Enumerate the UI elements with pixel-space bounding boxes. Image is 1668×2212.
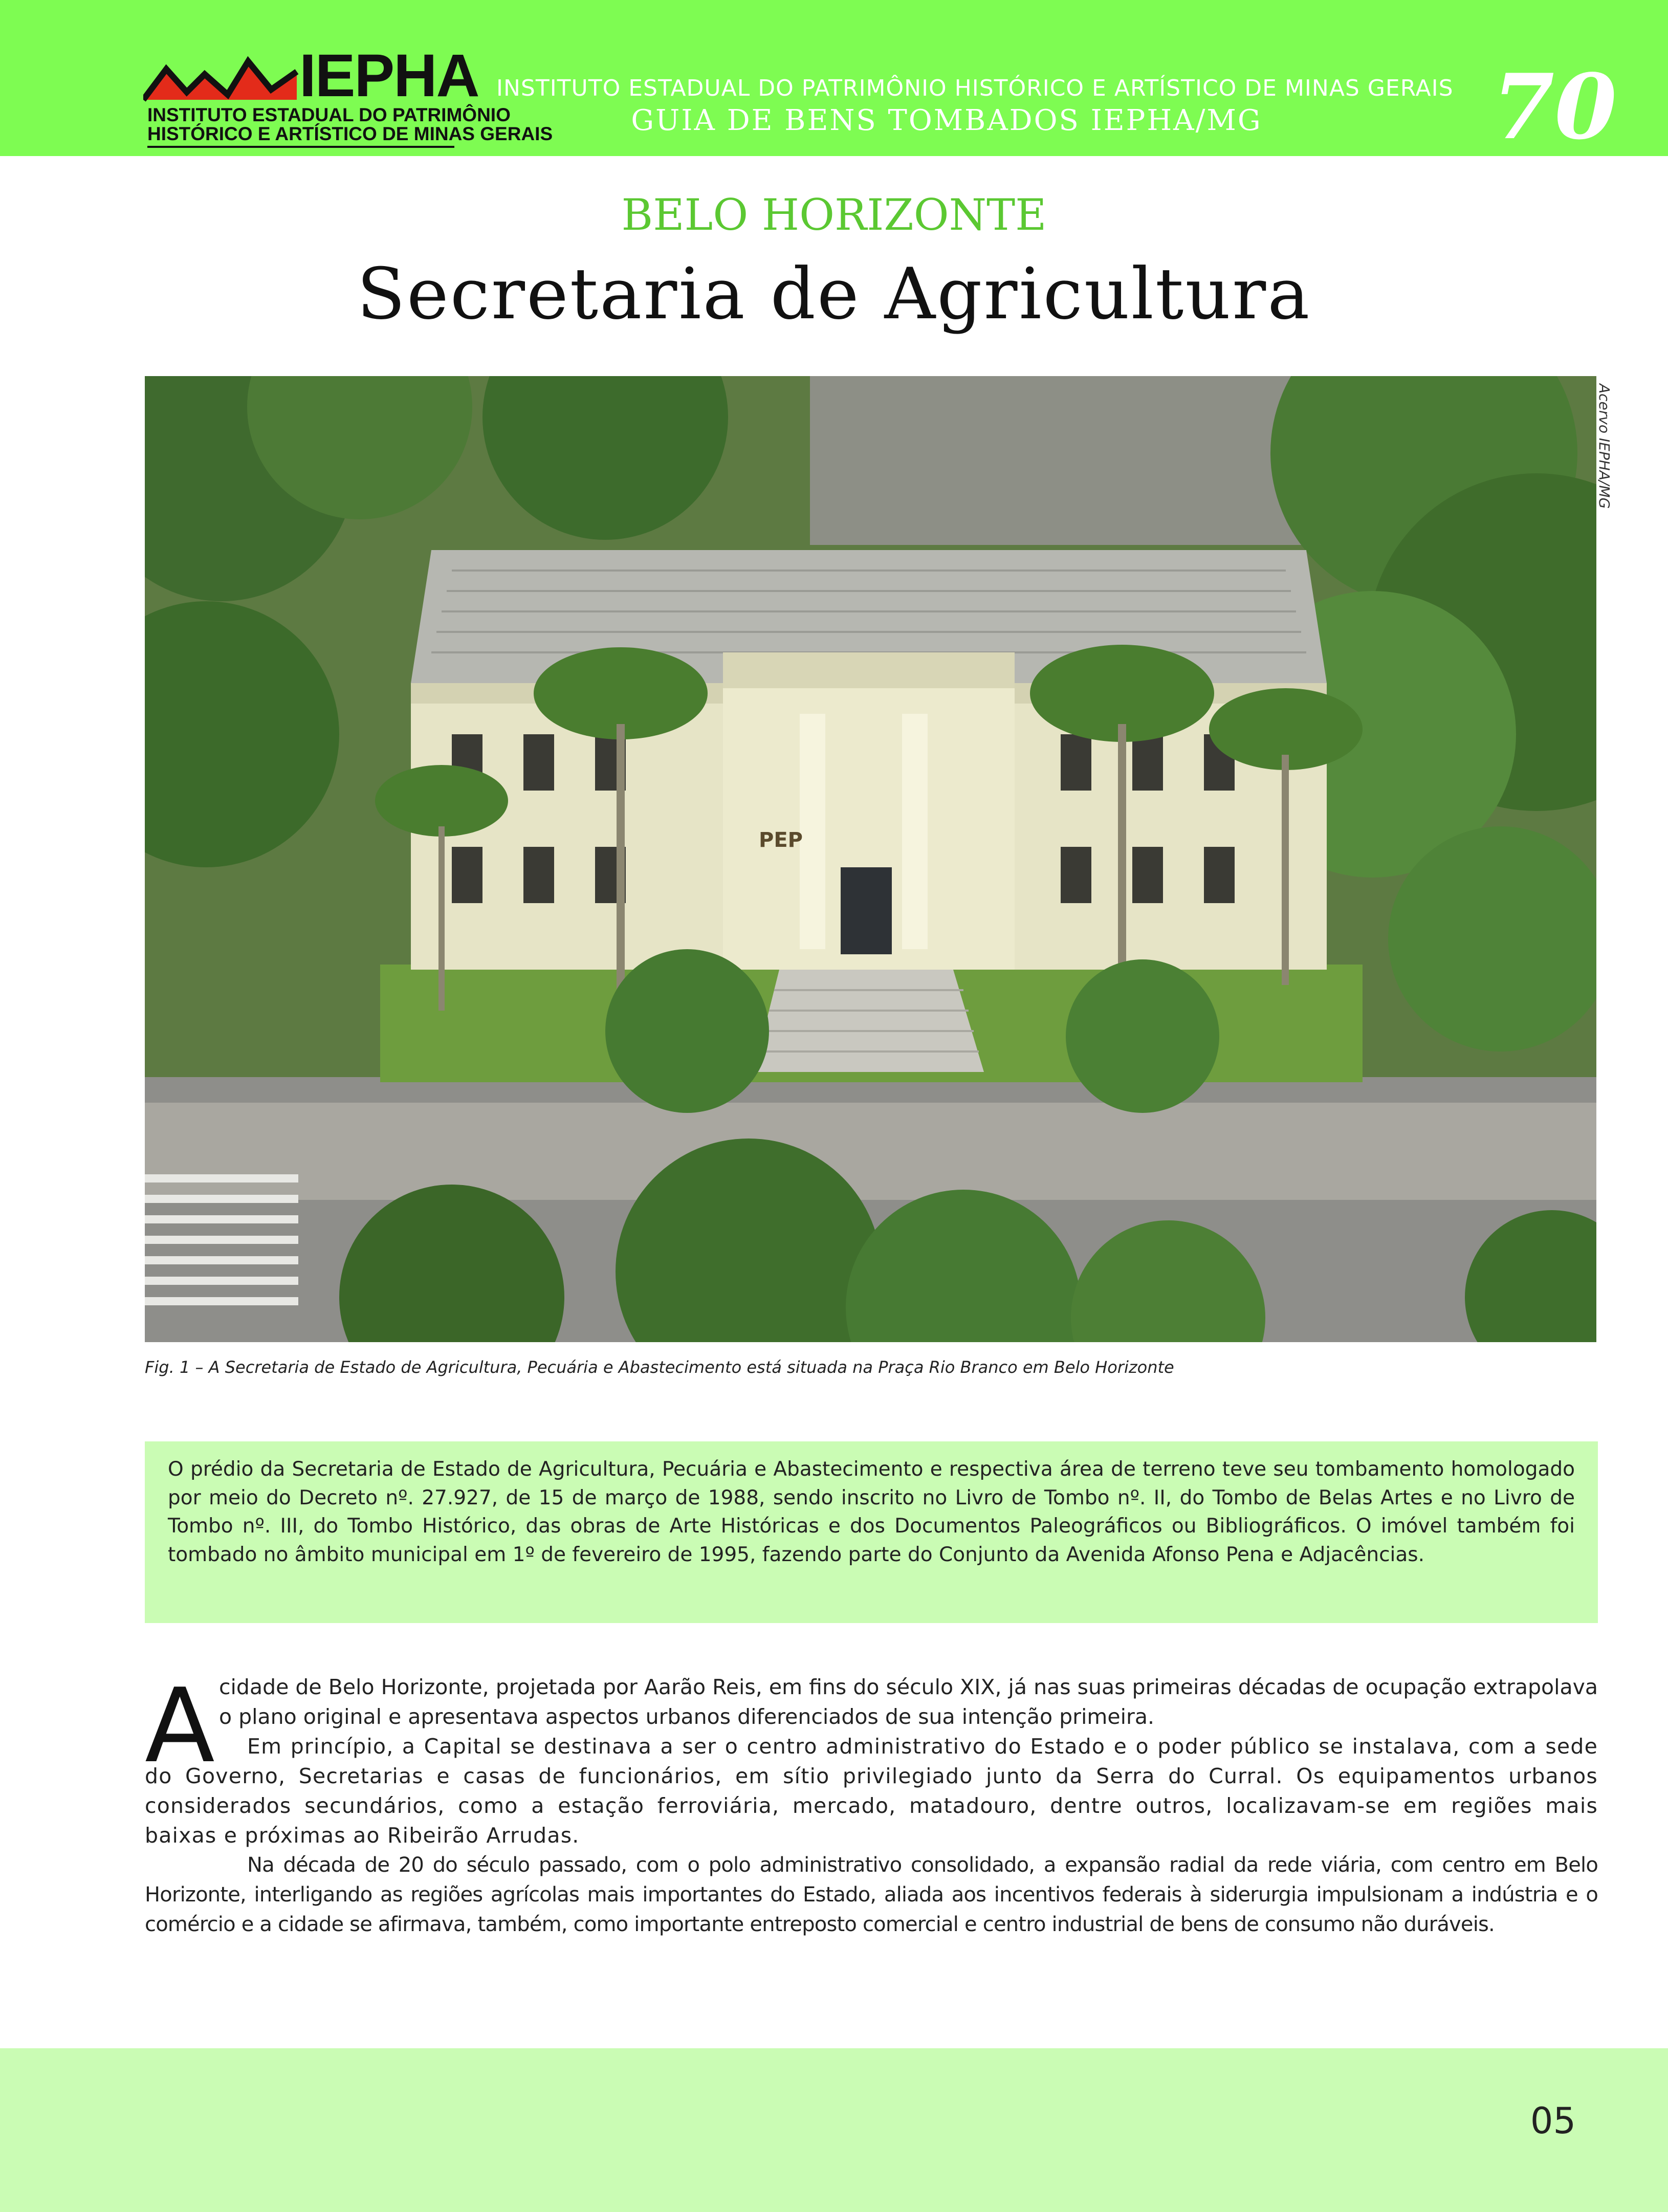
logo-underline	[147, 146, 454, 148]
paragraph-1: cidade de Belo Horizonte, projetada por Aarão Reis, em fins do século XIX, já nas suas primeiras décadas de ocupação extrapolava o plano original e apresentava aspectos urbanos diferenciados de sua intenção primeira.	[219, 1675, 1598, 1729]
logo-wordmark: IEPHA	[299, 42, 479, 109]
institute-name: INSTITUTO ESTADUAL DO PATRIMÔNIO HISTÓRICO E ARTÍSTICO DE MINAS GERAIS	[496, 75, 1454, 101]
listing-summary-box	[145, 1441, 1598, 1623]
article-body	[145, 1667, 1598, 1939]
listing-summary-text: O prédio da Secretaria de Estado de Agricultura, Pecuária e Abastecimento e respectiva área de terreno teve seu tombamento homologado por meio do Decreto nº. 27.927, de 15 de março de 1988, sendo inscrito no Livro de Tombo nº. II, do Tombo de Belas Artes e no Livro de Tombo nº. III, do Tombo Histórico, das obras de Arte Históricas e dos Documentos Paleográficos ou Bibliográficos. O imóvel também foi tombado no âmbito municipal em 1º de fevereiro de 1995, fazendo parte do Conjunto da Avenida Afonso Pena e Adjacências.	[168, 1458, 1575, 1566]
mountain-logo-icon	[143, 49, 302, 105]
iepha-logo	[143, 42, 553, 146]
paragraph-3: Na década de 20 do século passado, com o polo administrativo consolidado, a expansão radial da rede viária, com centro em Belo Horizonte, interligando as regiões agrícolas mais importantes do Estado, aliada aos incentivos federais à siderurgia impulsionam a indústria e o comércio e a cidade se afirmava, também, como importante entreposto comercial e centro industrial de bens de consumo não duráveis.	[145, 1853, 1598, 1936]
figure-caption: Fig. 1 – A Secretaria de Estado de Agricultura, Pecuária e Abastecimento está situada na Praça Rio Branco em Belo Horizonte	[145, 1357, 1174, 1377]
building-sign: PEP	[759, 828, 803, 852]
guide-number-badge: 70	[1492, 55, 1617, 160]
page-title: Secretaria de Agricultura	[357, 253, 1311, 335]
logo-subtitle-line1: INSTITUTO ESTADUAL DO PATRIMÔNIO	[147, 104, 511, 125]
guide-title: GUIA DE BENS TOMBADOS IEPHA/MG	[631, 104, 1262, 137]
header-band	[0, 0, 1668, 160]
drop-cap: A	[145, 1667, 215, 1786]
page-number: 05	[1530, 2100, 1576, 2142]
city-heading: BELO HORIZONTE	[621, 190, 1047, 240]
aerial-photo-secretaria	[145, 376, 1596, 1342]
paragraph-2: Em princípio, a Capital se destinava a ser o centro administrativo do Estado e o poder público se instalava, com a sede do Governo, Secretarias e casas de funcionários, em sítio privilegiado junto da Serra do Curral. Os equipamentos urbanos considerados secundários, como a estação ferroviária, mercado, matadouro, dentre outros, localizavam-se em regiões mais baixas e próximas ao Ribeirão Arrudas.	[145, 1734, 1598, 1848]
photo-credit: Acervo IEPHA/MG	[1596, 384, 1613, 509]
footer-band	[0, 2048, 1668, 2212]
logo-subtitle-line2: HISTÓRICO E ARTÍSTICO DE MINAS GERAIS	[147, 123, 553, 144]
